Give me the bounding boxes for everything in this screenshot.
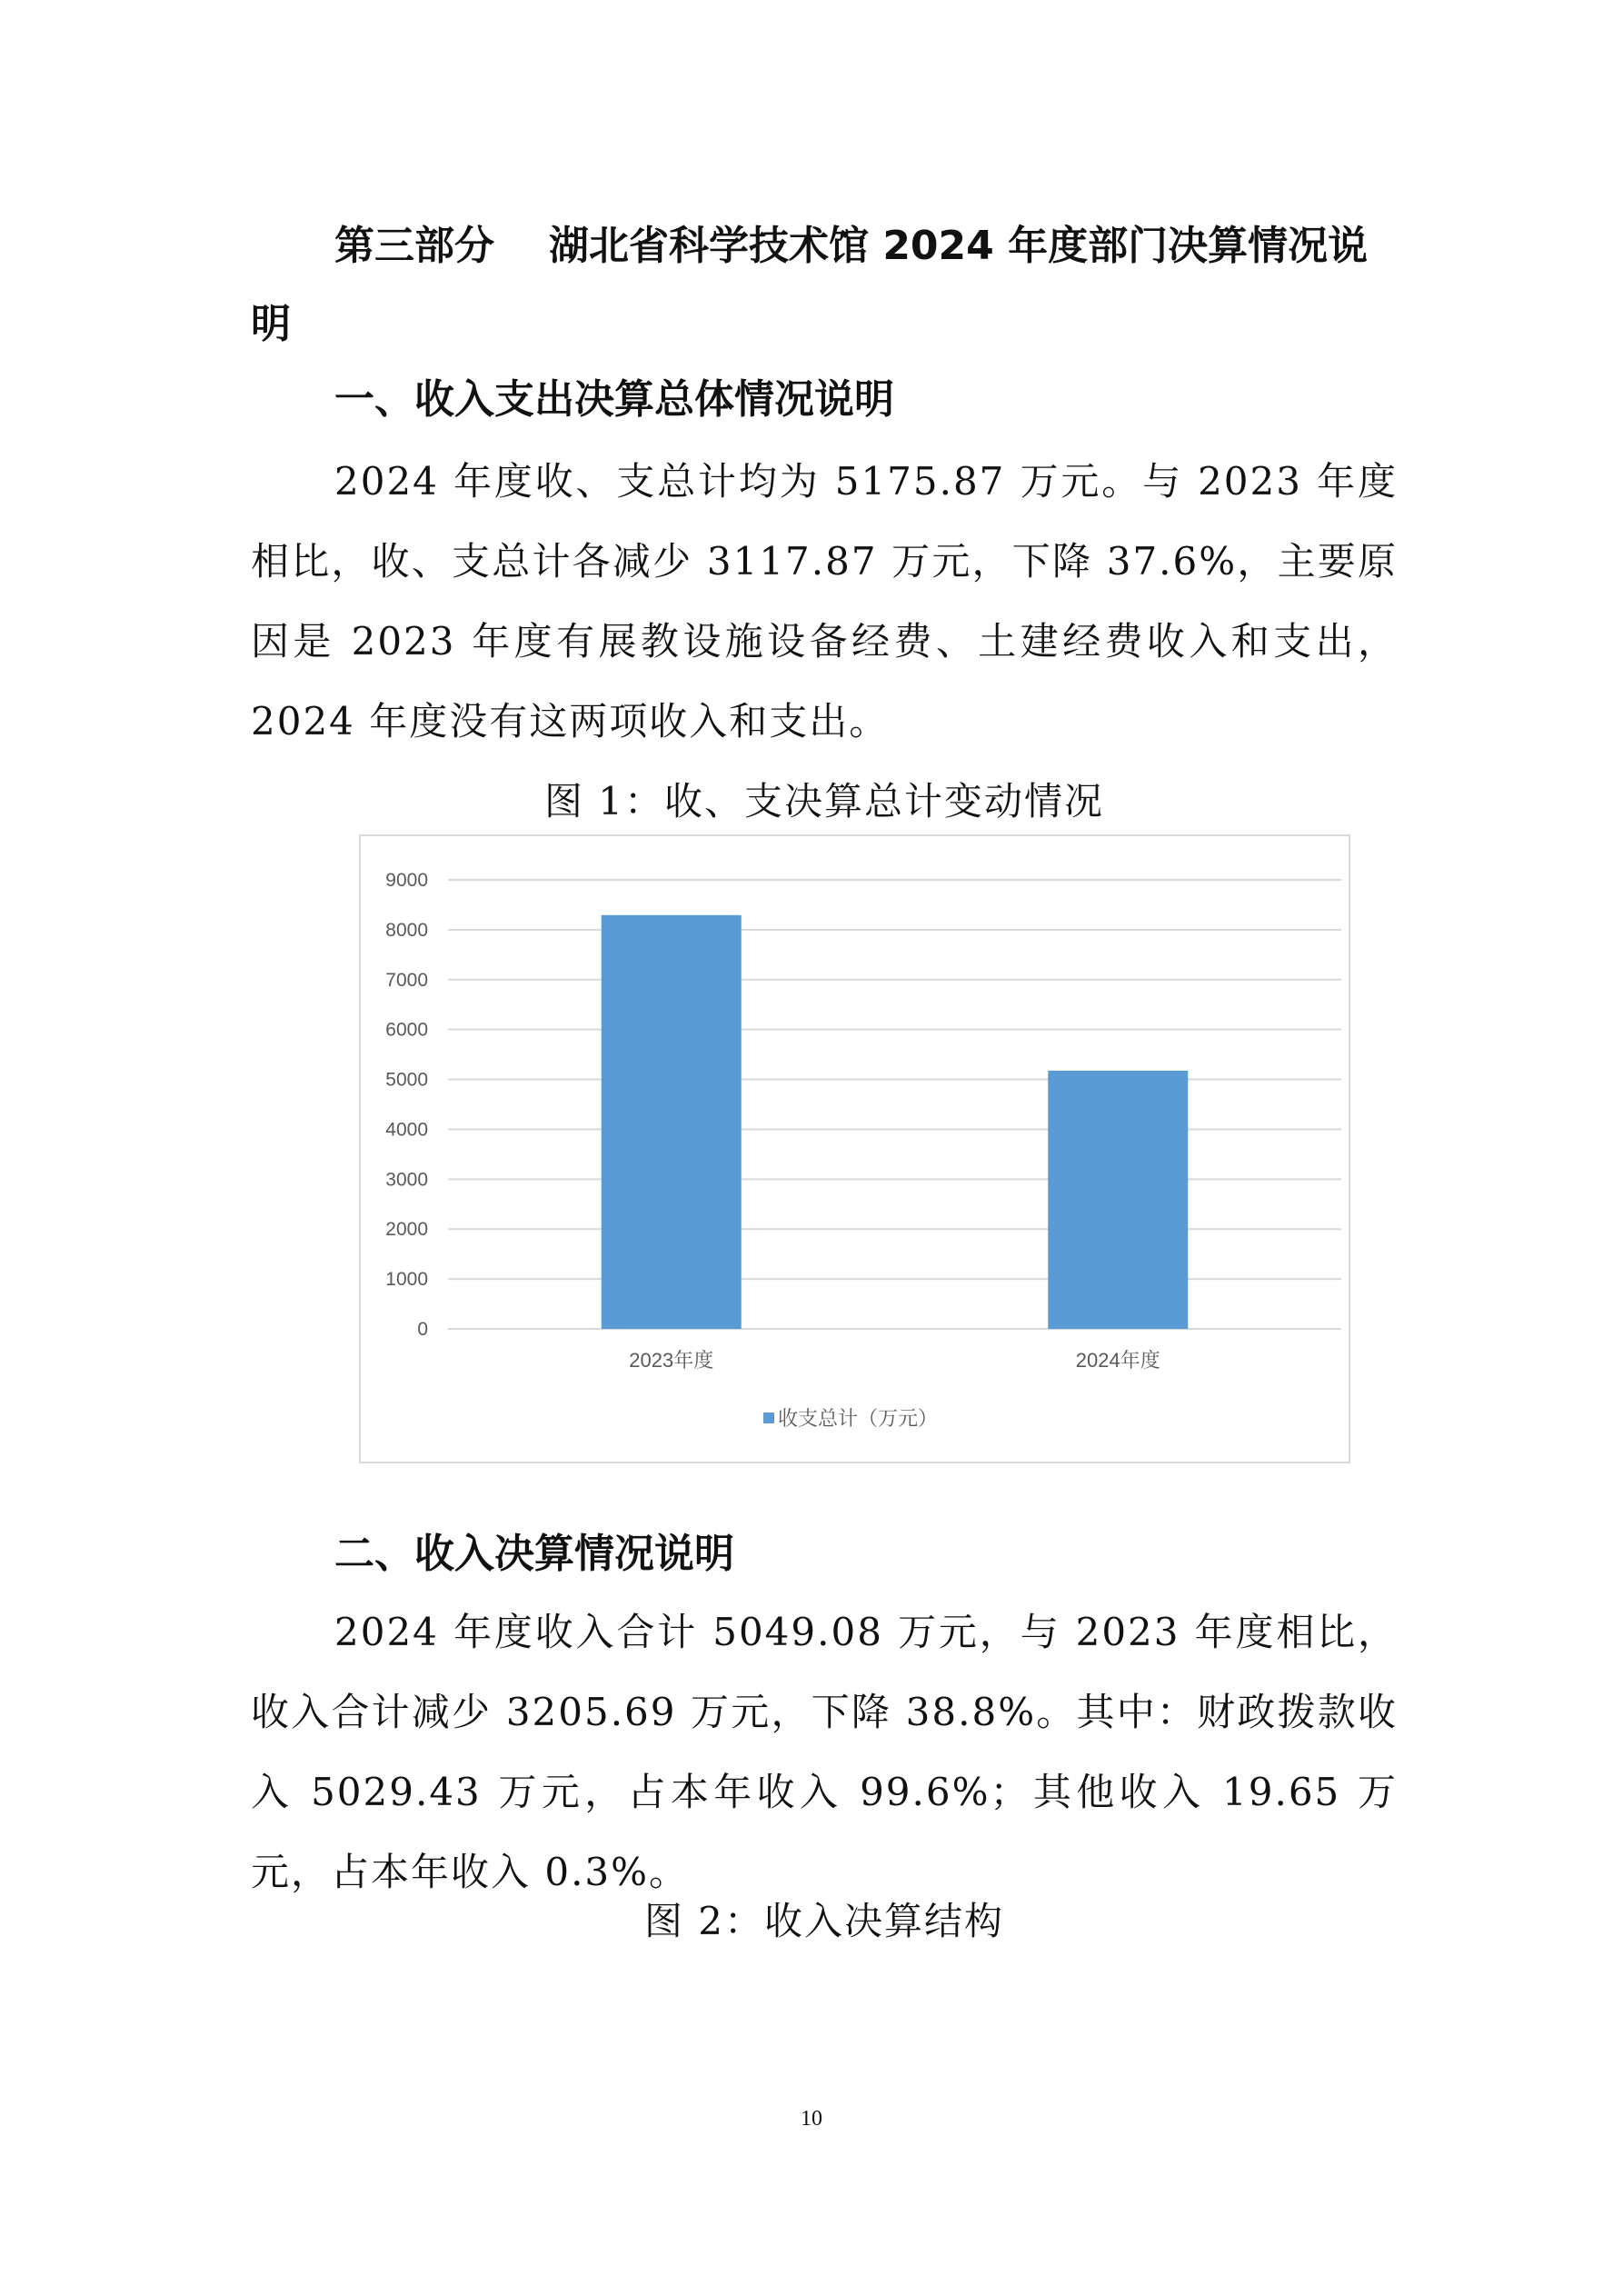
page-number: 10 (801, 2107, 822, 2131)
bar (602, 915, 742, 1329)
y-tick-label: 0 (417, 1319, 428, 1340)
section-2-paragraph: 2024 年度收入合计 5049.08 万元，与 2023 年度相比，收入合计减少 3205.69 万元，下降 38.8%。其中：财政拨款收入 5029.43 万元，占本年收入 99.6%；其他收入 19.65 万元，占本年收入 0.3%。 (251, 1610, 1398, 1894)
figure-1-caption: 图 1：收、支决算总计变动情况 (543, 779, 1105, 824)
y-tick-label: 1000 (385, 1269, 428, 1291)
chart-canvas (361, 836, 1352, 1465)
y-tick-label: 3000 (385, 1169, 428, 1191)
y-tick-label: 7000 (385, 969, 428, 991)
figure-2-caption: 图 2：收入决算结构 (643, 1899, 1005, 1943)
y-tick-label: 2000 (385, 1219, 428, 1241)
y-tick-label: 6000 (385, 1019, 428, 1041)
legend-swatch (763, 1413, 774, 1423)
section-heading-1: 一、收入支出决算总体情况说明 (334, 376, 894, 423)
legend-label: 收支总计（万元） (778, 1407, 939, 1430)
y-tick-label: 9000 (385, 870, 428, 891)
y-tick-label: 8000 (385, 919, 428, 941)
bar (1048, 1071, 1188, 1329)
page-title (251, 207, 1396, 364)
bar-chart (359, 834, 1350, 1463)
x-tick-label: 2023年度 (629, 1349, 714, 1372)
title-part: 第三部分 (334, 223, 494, 269)
y-tick-label: 5000 (385, 1069, 428, 1091)
title-rest: 湖北省科学技术馆 2024 年度部门决算情况说明 (251, 223, 1369, 347)
x-tick-label: 2024年度 (1075, 1349, 1160, 1372)
section-heading-2: 二、收入决算情况说明 (334, 1531, 734, 1577)
y-tick-label: 4000 (385, 1119, 428, 1141)
section-1-paragraph: 2024 年度收、支总计均为 5175.87 万元。与 2023 年度相比，收、支总计各减少 3117.87 万元，下降 37.6%，主要原因是 2023 年度有展教设施设备经费、土建经费收入和支出，2024 年度没有这两项收入和支出。 (251, 459, 1398, 744)
